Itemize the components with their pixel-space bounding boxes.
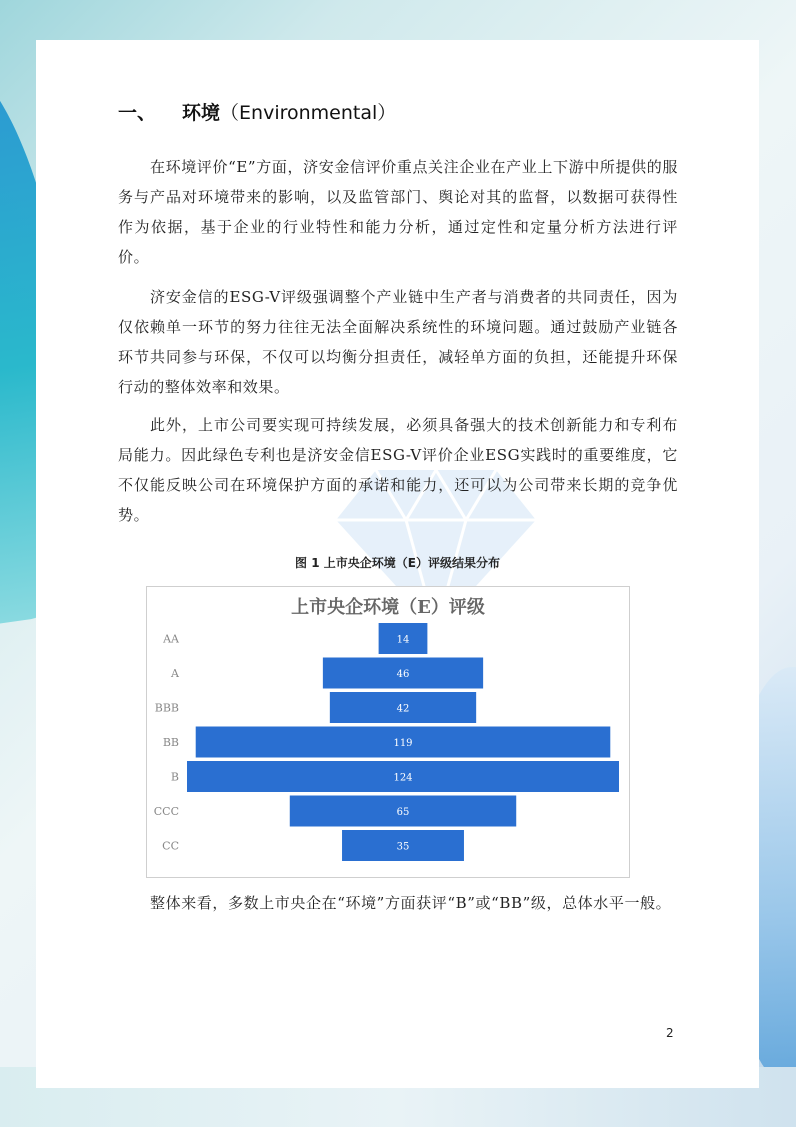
figure-caption: 图 1 上市央企环境（E）评级结果分布 — [295, 556, 500, 570]
paragraph-2: 济安金信的ESG-V评级强调整个产业链中生产者与消费者的共同责任，因为仅依赖单一环节的努力往往无法全面解决系统性的环境问题。通过鼓励产业链各环节共同参与环保，不仅可以均衡分担责任，减轻单方面的负担，还能提升环保行动的整体效率和效果。 — [118, 288, 678, 396]
value-label-a: 46 — [396, 669, 410, 680]
category-label-b: B — [170, 770, 179, 784]
value-label-cc: 35 — [396, 841, 410, 853]
category-label-aa: AA — [163, 632, 179, 646]
value-label-ccc: 65 — [396, 807, 410, 818]
section-title-en: （Environmental） — [220, 102, 397, 124]
value-label-b: 124 — [393, 772, 413, 784]
page-number: 2 — [666, 1026, 674, 1040]
chart-title: 上市央企环境（E）评级 — [291, 597, 485, 618]
category-label-cc: CC — [162, 839, 179, 853]
value-label-aa: 14 — [396, 634, 410, 646]
funnel-chart — [147, 587, 629, 877]
paragraph-3: 此外，上市公司要实现可持续发展，必须具备强大的技术创新能力和专利布局能力。因此绿色专利也是济安金信ESG-V评价企业ESG实践时的重要维度，它不仅能反映公司在环境保护方面的承诺和能力，还可以为公司带来长期的竞争优势。 — [118, 416, 678, 524]
category-label-a: A — [171, 667, 179, 680]
section-number: 一、 — [118, 102, 157, 124]
category-label-bbb: BBB — [154, 701, 179, 715]
category-label-bb: BB — [162, 736, 179, 749]
value-label-bb: 119 — [393, 738, 413, 749]
chart-container — [146, 586, 630, 878]
paragraph-4: 整体来看，多数上市央企在“环境”方面获评“B”或“BB”级，总体水平一般。 — [150, 894, 672, 912]
document-page — [36, 40, 759, 1088]
section-heading — [118, 98, 396, 125]
section-title-zh: 环境 — [182, 102, 221, 124]
category-label-ccc: CCC — [153, 805, 179, 818]
value-label-bbb: 42 — [396, 703, 410, 715]
paragraph-1: 在环境评价“E”方面，济安金信评价重点关注企业在产业上下游中所提供的服务与产品对环境带来的影响，以及监管部门、舆论对其的监督，以数据可获得性作为依据，基于企业的行业特性和能力分析，通过定性和定量分析方法进行评价。 — [118, 158, 678, 266]
section-title — [182, 98, 396, 125]
